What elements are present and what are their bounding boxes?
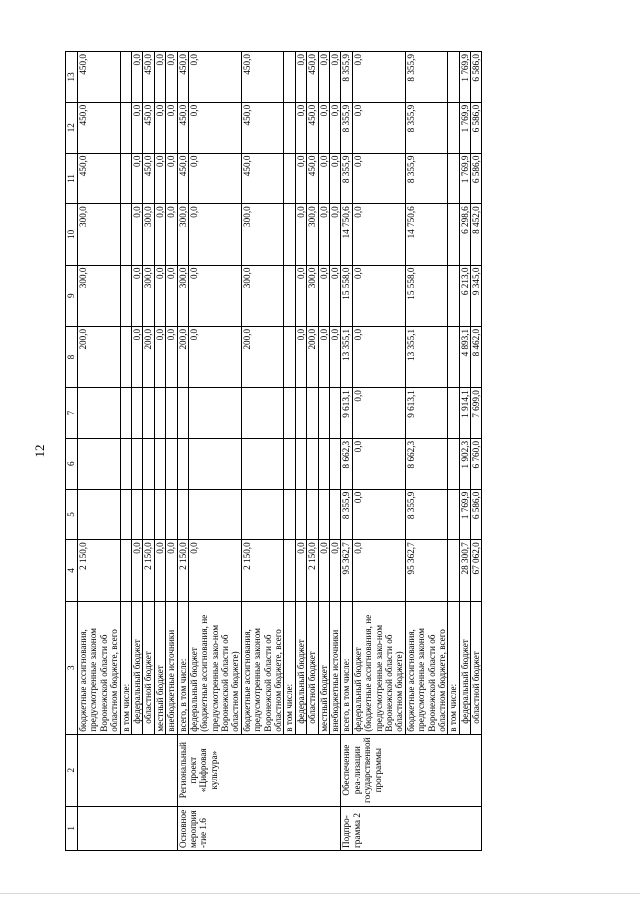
value-cell: 8 355,9 — [341, 52, 352, 103]
value-cell — [78, 438, 121, 489]
value-cell: 300,0 — [143, 265, 154, 326]
value-cell: 95 362,7 — [341, 540, 352, 601]
value-cell — [284, 388, 295, 439]
value-cell — [318, 489, 329, 540]
source-cell: федеральный бюджет — [459, 601, 470, 734]
program-cell — [78, 806, 178, 850]
value-cell: 2 150,0 — [177, 540, 188, 601]
source-cell: областной бюджет — [143, 601, 154, 734]
value-cell: 450,0 — [177, 153, 188, 204]
value-cell — [448, 102, 459, 153]
value-cell: 0,0 — [154, 52, 165, 103]
value-cell: 0,0 — [318, 153, 329, 204]
value-cell: 200,0 — [143, 326, 154, 387]
value-cell: 2 150,0 — [307, 540, 318, 601]
value-cell: 0,0 — [154, 326, 165, 387]
value-cell: 450,0 — [307, 102, 318, 153]
value-cell: 9 613,1 — [405, 388, 448, 439]
value-cell: 0,0 — [352, 265, 405, 326]
value-cell: 0,0 — [131, 540, 142, 601]
table-row — [154, 52, 165, 851]
value-cell — [307, 489, 318, 540]
source-cell: областной бюджет — [307, 601, 318, 734]
table-row — [448, 52, 459, 851]
value-cell: 450,0 — [307, 153, 318, 204]
table-header — [66, 52, 78, 851]
value-cell: 14 750,6 — [405, 204, 448, 265]
source-cell: местный бюджет — [318, 601, 329, 734]
value-cell — [448, 153, 459, 204]
value-cell: 67 062,0 — [471, 540, 482, 601]
header-cell: 3 — [66, 601, 78, 734]
value-cell — [143, 438, 154, 489]
value-cell: 450,0 — [241, 52, 284, 103]
value-cell: 8 662,3 — [341, 438, 352, 489]
value-cell: 14 750,6 — [341, 204, 352, 265]
value-cell: 9 613,1 — [341, 388, 352, 439]
value-cell — [166, 489, 177, 540]
source-cell: бюджетные ассигнования, предусмотренные законом Воронежской области об областном бюджете, всего — [78, 601, 121, 734]
source-cell: федеральный бюджет (бюджетные ассигнования, не предусмотренные зако-ном Воронежской области об областном бюджете) — [188, 601, 241, 734]
value-cell: 0,0 — [318, 52, 329, 103]
header-cell: 12 — [66, 102, 78, 153]
value-cell — [120, 326, 131, 387]
value-cell: 300,0 — [78, 204, 121, 265]
value-cell: 6 298,6 — [459, 204, 470, 265]
source-cell: в том числе: — [120, 601, 131, 734]
value-cell: 0,0 — [318, 204, 329, 265]
value-cell: 0,0 — [154, 204, 165, 265]
value-cell: 2 150,0 — [143, 540, 154, 601]
program-cell: Подпро-грамма 2 — [341, 806, 482, 850]
source-cell: всего, в том числе: — [341, 601, 352, 734]
source-cell: внебюджетные источники — [166, 601, 177, 734]
value-cell — [448, 540, 459, 601]
value-cell: 1 902,3 — [459, 438, 470, 489]
value-cell — [120, 204, 131, 265]
table-row — [329, 52, 340, 851]
table-row — [177, 52, 188, 851]
value-cell: 0,0 — [318, 265, 329, 326]
value-cell — [284, 540, 295, 601]
table-row — [352, 52, 405, 851]
value-cell — [284, 489, 295, 540]
value-cell — [177, 438, 188, 489]
value-cell: 8 462,0 — [471, 326, 482, 387]
value-cell: 1 769,9 — [459, 52, 470, 103]
table-body — [78, 52, 482, 851]
value-cell: 6 586,0 — [471, 489, 482, 540]
value-cell — [295, 438, 306, 489]
value-cell — [188, 388, 241, 439]
value-cell: 0,0 — [131, 52, 142, 103]
value-cell: 0,0 — [188, 204, 241, 265]
value-cell: 450,0 — [177, 102, 188, 153]
value-cell: 0,0 — [352, 204, 405, 265]
value-cell: 0,0 — [352, 52, 405, 103]
value-cell: 0,0 — [318, 326, 329, 387]
value-cell: 0,0 — [352, 489, 405, 540]
value-cell: 450,0 — [241, 153, 284, 204]
page-number: 12 — [32, 444, 47, 458]
source-cell: областной бюджет — [471, 601, 482, 734]
value-cell — [295, 489, 306, 540]
table-row — [459, 52, 470, 851]
value-cell: 1 769,9 — [459, 153, 470, 204]
value-cell: 8 662,3 — [405, 438, 448, 489]
value-cell: 8 355,9 — [405, 489, 448, 540]
value-cell: 8 355,9 — [341, 153, 352, 204]
value-cell: 0,0 — [295, 265, 306, 326]
value-cell — [131, 489, 142, 540]
source-cell: федеральный бюджет (бюджетные ассигнования, не предусмотренные зако-ном Воронежской области об областном бюджете) — [352, 601, 405, 734]
header-cell: 6 — [66, 438, 78, 489]
value-cell: 28 300,7 — [459, 540, 470, 601]
value-cell: 300,0 — [307, 204, 318, 265]
value-cell: 0,0 — [166, 153, 177, 204]
value-cell — [143, 388, 154, 439]
value-cell: 0,0 — [166, 326, 177, 387]
header-cell: 13 — [66, 52, 78, 103]
value-cell: 0,0 — [352, 153, 405, 204]
value-cell: 0,0 — [329, 102, 340, 153]
header-cell: 2 — [66, 734, 78, 806]
table-row — [188, 52, 241, 851]
value-cell — [307, 438, 318, 489]
table-row — [405, 52, 448, 851]
source-cell: федеральный бюджет — [131, 601, 142, 734]
value-cell: 300,0 — [143, 204, 154, 265]
source-cell: местный бюджет — [154, 601, 165, 734]
value-cell — [307, 388, 318, 439]
table-row — [143, 52, 154, 851]
value-cell: 0,0 — [329, 265, 340, 326]
value-cell: 0,0 — [166, 265, 177, 326]
value-cell — [120, 438, 131, 489]
value-cell: 450,0 — [177, 52, 188, 103]
header-cell: 11 — [66, 153, 78, 204]
value-cell — [284, 102, 295, 153]
value-cell — [120, 102, 131, 153]
value-cell — [284, 265, 295, 326]
value-cell: 0,0 — [188, 540, 241, 601]
value-cell: 300,0 — [177, 204, 188, 265]
value-cell: 15 558,0 — [405, 265, 448, 326]
value-cell — [131, 438, 142, 489]
value-cell: 0,0 — [154, 102, 165, 153]
value-cell: 8 452,0 — [471, 204, 482, 265]
value-cell — [241, 388, 284, 439]
rotated-page — [65, 51, 575, 851]
value-cell: 6 586,0 — [471, 153, 482, 204]
value-cell: 300,0 — [241, 204, 284, 265]
value-cell — [284, 438, 295, 489]
value-cell — [284, 326, 295, 387]
table-row — [166, 52, 177, 851]
table-row — [78, 52, 121, 851]
value-cell: 0,0 — [154, 265, 165, 326]
value-cell: 0,0 — [295, 540, 306, 601]
value-cell: 300,0 — [307, 265, 318, 326]
table-row — [284, 52, 295, 851]
scan-edge — [0, 893, 640, 894]
value-cell — [448, 489, 459, 540]
source-cell: в том числе: — [448, 601, 459, 734]
value-cell: 0,0 — [295, 102, 306, 153]
source-cell: всего, в том числе: — [177, 601, 188, 734]
value-cell — [177, 489, 188, 540]
name-cell: Региональный проект «Цифровая культура» — [177, 734, 341, 806]
value-cell: 450,0 — [78, 52, 121, 103]
value-cell — [241, 438, 284, 489]
value-cell — [284, 52, 295, 103]
source-cell: в том числе: — [284, 601, 295, 734]
value-cell: 0,0 — [329, 204, 340, 265]
table-row — [241, 52, 284, 851]
value-cell — [120, 489, 131, 540]
value-cell: 0,0 — [352, 102, 405, 153]
name-cell — [78, 734, 178, 806]
value-cell: 450,0 — [241, 102, 284, 153]
value-cell: 300,0 — [177, 265, 188, 326]
value-cell — [284, 204, 295, 265]
value-cell — [284, 153, 295, 204]
table-row — [295, 52, 306, 851]
header-cell: 10 — [66, 204, 78, 265]
header-cell: 7 — [66, 388, 78, 439]
value-cell — [318, 438, 329, 489]
name-cell: Обеспечение реа-лизации государственной программы — [341, 734, 482, 806]
value-cell: 0,0 — [188, 52, 241, 103]
budget-table — [65, 51, 482, 851]
value-cell — [188, 438, 241, 489]
header-cell: 5 — [66, 489, 78, 540]
value-cell — [166, 438, 177, 489]
value-cell — [188, 489, 241, 540]
value-cell — [448, 204, 459, 265]
value-cell: 0,0 — [352, 438, 405, 489]
value-cell: 0,0 — [188, 153, 241, 204]
value-cell: 450,0 — [143, 52, 154, 103]
value-cell: 0,0 — [295, 326, 306, 387]
value-cell: 300,0 — [78, 265, 121, 326]
value-cell — [166, 388, 177, 439]
value-cell: 9 345,0 — [471, 265, 482, 326]
source-cell: бюджетные ассигнования, предусмотренные законом Воронежской области об областном бюджете, всего — [405, 601, 448, 734]
value-cell: 0,0 — [295, 52, 306, 103]
value-cell — [154, 388, 165, 439]
value-cell: 13 355,1 — [405, 326, 448, 387]
header-cell: 8 — [66, 326, 78, 387]
value-cell: 2 150,0 — [78, 540, 121, 601]
source-cell: бюджетные ассигнования, предусмотренные законом Воронежской области об областном бюджете, всего — [241, 601, 284, 734]
value-cell — [154, 438, 165, 489]
value-cell — [78, 388, 121, 439]
value-cell: 450,0 — [78, 153, 121, 204]
value-cell — [120, 540, 131, 601]
source-cell: федеральный бюджет — [295, 601, 306, 734]
value-cell — [120, 388, 131, 439]
value-cell: 2 150,0 — [241, 540, 284, 601]
value-cell: 0,0 — [131, 153, 142, 204]
value-cell: 8 355,9 — [341, 102, 352, 153]
value-cell: 8 355,9 — [405, 153, 448, 204]
value-cell — [177, 388, 188, 439]
value-cell: 200,0 — [177, 326, 188, 387]
value-cell: 0,0 — [131, 265, 142, 326]
value-cell: 0,0 — [295, 153, 306, 204]
value-cell: 0,0 — [188, 326, 241, 387]
value-cell: 0,0 — [131, 326, 142, 387]
value-cell: 0,0 — [295, 204, 306, 265]
value-cell: 0,0 — [166, 540, 177, 601]
value-cell: 7 699,0 — [471, 388, 482, 439]
header-cell: 1 — [66, 806, 78, 850]
value-cell: 1 914,1 — [459, 388, 470, 439]
value-cell: 450,0 — [307, 52, 318, 103]
value-cell: 1 769,9 — [459, 489, 470, 540]
value-cell — [329, 489, 340, 540]
value-cell — [329, 438, 340, 489]
value-cell: 6 586,0 — [471, 52, 482, 103]
value-cell — [318, 388, 329, 439]
value-cell: 0,0 — [131, 102, 142, 153]
table-row — [471, 52, 482, 851]
value-cell: 0,0 — [329, 326, 340, 387]
value-cell: 450,0 — [143, 102, 154, 153]
value-cell — [329, 388, 340, 439]
value-cell: 1 769,9 — [459, 102, 470, 153]
value-cell: 8 355,9 — [405, 102, 448, 153]
value-cell: 6 213,0 — [459, 265, 470, 326]
value-cell: 0,0 — [188, 102, 241, 153]
table-row — [120, 52, 131, 851]
value-cell — [120, 265, 131, 326]
value-cell: 8 355,9 — [405, 52, 448, 103]
value-cell: 0,0 — [131, 204, 142, 265]
value-cell: 300,0 — [241, 265, 284, 326]
table-row — [341, 52, 352, 851]
header-cell: 9 — [66, 265, 78, 326]
value-cell: 15 558,0 — [341, 265, 352, 326]
value-cell: 0,0 — [352, 388, 405, 439]
value-cell: 0,0 — [329, 540, 340, 601]
value-cell: 0,0 — [318, 102, 329, 153]
value-cell: 4 893,1 — [459, 326, 470, 387]
value-cell — [241, 489, 284, 540]
value-cell: 95 362,7 — [405, 540, 448, 601]
value-cell — [120, 52, 131, 103]
value-cell: 0,0 — [154, 153, 165, 204]
value-cell: 0,0 — [188, 265, 241, 326]
value-cell: 0,0 — [352, 326, 405, 387]
value-cell: 0,0 — [166, 204, 177, 265]
source-cell: внебюджетные источники — [329, 601, 340, 734]
value-cell: 0,0 — [166, 52, 177, 103]
value-cell: 200,0 — [241, 326, 284, 387]
value-cell — [448, 52, 459, 103]
value-cell: 0,0 — [166, 102, 177, 153]
value-cell: 6 586,0 — [471, 102, 482, 153]
value-cell — [154, 489, 165, 540]
table-row — [318, 52, 329, 851]
value-cell — [448, 388, 459, 439]
value-cell: 0,0 — [318, 540, 329, 601]
value-cell — [78, 489, 121, 540]
program-cell: Основное мероприя-тие 1.6 — [177, 806, 341, 850]
value-cell — [131, 388, 142, 439]
table-row — [131, 52, 142, 851]
value-cell: 6 760,0 — [471, 438, 482, 489]
value-cell — [143, 489, 154, 540]
value-cell: 200,0 — [307, 326, 318, 387]
header-cell: 4 — [66, 540, 78, 601]
value-cell: 0,0 — [154, 540, 165, 601]
value-cell — [448, 438, 459, 489]
value-cell — [448, 265, 459, 326]
value-cell: 200,0 — [78, 326, 121, 387]
value-cell: 450,0 — [78, 102, 121, 153]
value-cell: 8 355,9 — [341, 489, 352, 540]
value-cell — [448, 326, 459, 387]
value-cell: 0,0 — [329, 153, 340, 204]
value-cell: 13 355,1 — [341, 326, 352, 387]
value-cell — [120, 153, 131, 204]
value-cell: 0,0 — [329, 52, 340, 103]
table-row — [307, 52, 318, 851]
value-cell: 0,0 — [352, 540, 405, 601]
value-cell: 450,0 — [143, 153, 154, 204]
value-cell — [295, 388, 306, 439]
